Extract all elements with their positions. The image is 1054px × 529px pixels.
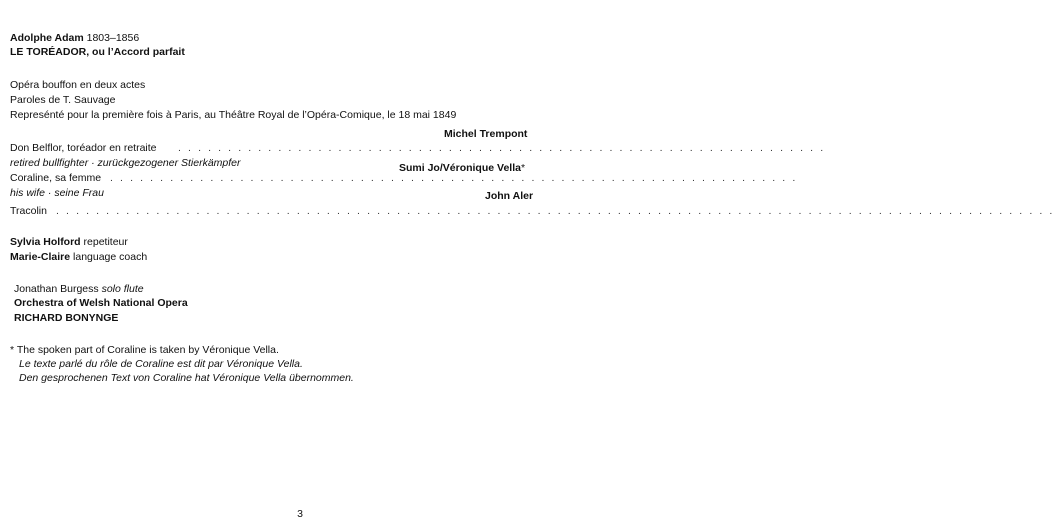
leader-dots: . . . . . . . . . . . . . . . . . . . . . . . . . . . . . . . . . . . . . . . . . . . . . . . . . . . . . . . . . . . . . . . . . . . . . — [110, 172, 798, 184]
footnote-french: Le texte parlé du rôle de Coraline est dit par Véronique Vella. — [19, 358, 303, 370]
flute-name: Jonathan Burgess — [14, 283, 99, 295]
singer-aler: John Aler — [485, 190, 534, 202]
footnote-marker: * — [520, 162, 526, 174]
role-coraline: Coraline, sa femme — [10, 172, 102, 184]
staff-role: repetiteur — [83, 236, 128, 248]
role-belflor-translation: retired bullfighter · zurückgezogener Stierkämpfer — [10, 157, 241, 169]
staff-name: Sylvia Holford — [10, 236, 81, 248]
staff-line-1 — [10, 236, 128, 249]
flute-role: solo flute — [101, 283, 144, 295]
role-tracolin: Tracolin — [10, 205, 47, 217]
footnote-english: * The spoken part of Coraline is taken by Véronique Vella. — [10, 344, 279, 356]
leader-dots: . . . . . . . . . . . . . . . . . . . . . . . . . . . . . . . . . . . . . . . . . . . . . . . . . . . . . . . . . . . . . . . . . . . . . . . . . . . . . . . . . . . . . . . . . . . . . . . . . . . . — [56, 205, 1054, 217]
leader-dots: . . . . . . . . . . . . . . . . . . . . . . . . . . . . . . . . . . . . . . . . . . . . . . . . . . . . . . . . . . . . . . . . . — [178, 142, 826, 154]
singer-jo-vella-name: Sumi Jo/Véronique Vella — [399, 162, 521, 174]
composer-dates: 1803–1856 — [86, 32, 140, 44]
role-coraline-translation: his wife · seine Frau — [10, 187, 104, 199]
staff-role: language coach — [73, 251, 148, 263]
premiere-info: Represénté pour la première fois à Paris, au Théâtre Royal de l’Opéra-Comique, le 18 mai 1849 — [10, 109, 457, 121]
composer-name: Adolphe Adam — [10, 32, 84, 44]
orchestra-name: Orchestra of Welsh National Opera — [14, 297, 188, 309]
composer-line — [10, 32, 139, 45]
staff-line-2 — [10, 251, 147, 264]
footnote-german: Den gesprochenen Text von Coraline hat Véronique Vella übernommen. — [19, 372, 354, 384]
flute-credit — [14, 283, 144, 296]
opera-genre: Opéra bouffon en deux actes — [10, 79, 146, 91]
libretto-credit: Paroles de T. Sauvage — [10, 94, 116, 106]
staff-name: Marie-Claire — [10, 251, 71, 263]
page-number: 3 — [297, 508, 303, 520]
opera-title: LE TORÉADOR, ou l’Accord parfait — [10, 46, 185, 58]
singer-trempont: Michel Trempont — [444, 128, 528, 140]
conductor-name: RICHARD BONYNGE — [14, 312, 119, 324]
singer-jo-vella — [399, 162, 525, 175]
role-belflor: Don Belflor, toréador en retraite — [10, 142, 157, 154]
